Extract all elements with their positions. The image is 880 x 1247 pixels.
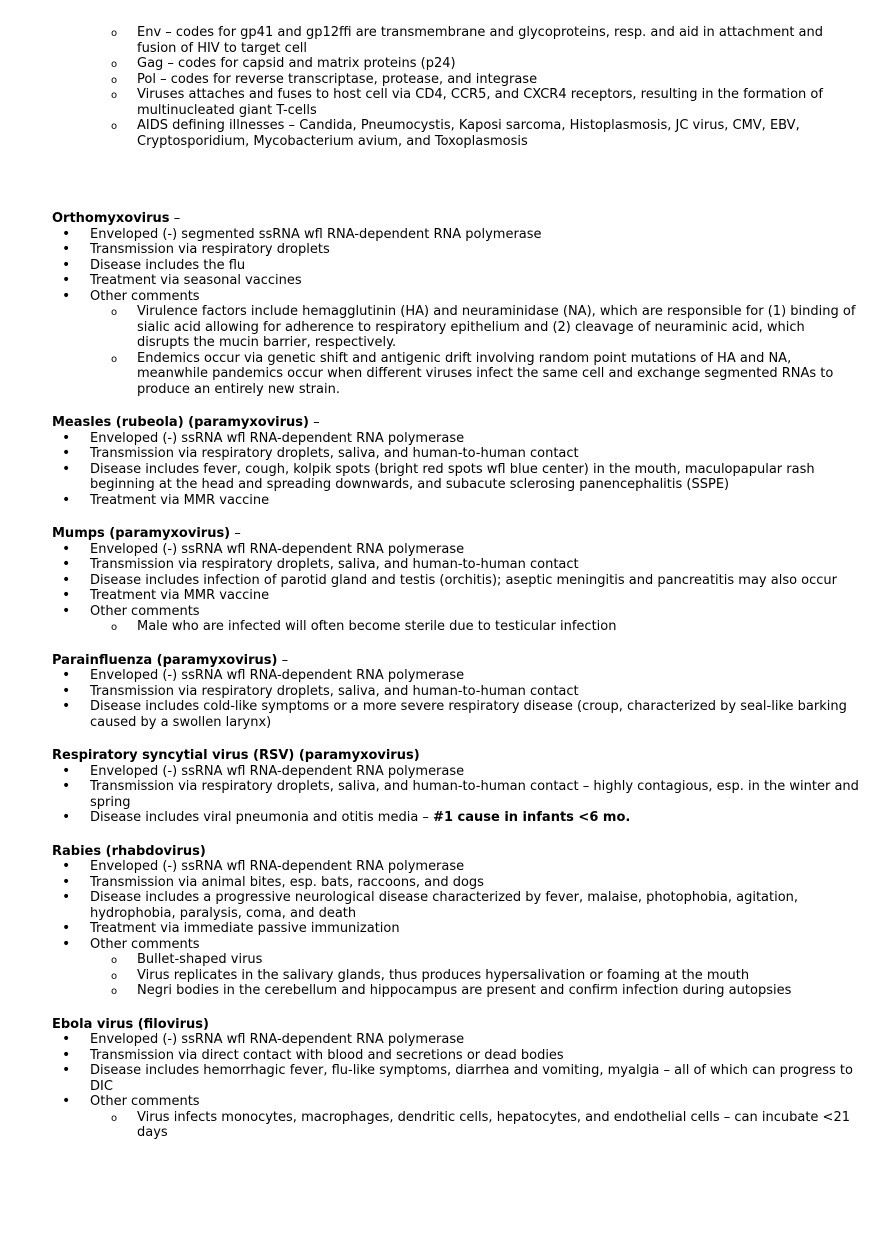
list-item: • Enveloped (-) ssRNA wfl RNA-dependent RNA polymerase xyxy=(52,859,860,875)
sub-item: o Viruses attaches and fuses to host cell via CD4, CCR5, and CXCR4 receptors, resulting in the formation of multinucleated giant T-cells xyxy=(52,87,860,118)
sub-item: o Virulence factors include hemagglutinin (HA) and neuraminidase (NA), which are responsible for (1) binding of sialic acid allowing for adherence to respiratory epithelium and (2) cleavage of neuraminic acid, which disrupts the mucin barrier, respectively. xyxy=(52,304,860,351)
sub-item: o Virus infects monocytes, macrophages, dendritic cells, hepatocytes, and endothelial cells – can incubate <21 days xyxy=(52,1110,860,1141)
bullet-list xyxy=(52,431,860,509)
list-item: • Enveloped (-) ssRNA wfl RNA-dependent RNA polymerase xyxy=(52,668,860,684)
heading-text: Mumps (paramyxovirus) xyxy=(52,526,231,541)
heading-text: Ebola virus (filovirus) xyxy=(52,1016,209,1032)
list-item: • Disease includes infection of parotid gland and testis (orchitis); aseptic meningitis and pancreatitis may also occur xyxy=(52,573,860,589)
section-rabies xyxy=(52,844,860,999)
heading-text: Orthomyxovirus xyxy=(52,211,170,226)
list-item: • Disease includes cold-like symptoms or a more severe respiratory disease (croup, characterized by seal-like barking caused by a swollen larynx) xyxy=(52,699,860,730)
section-mumps xyxy=(52,526,860,635)
sub-item: o Pol – codes for reverse transcriptase, protease, and integrase xyxy=(52,72,860,88)
sub-list xyxy=(52,304,860,397)
sub-item: o AIDS defining illnesses – Candida, Pneumocystis, Kaposi sarcoma, Histoplasmosis, JC virus, CMV, EBV, Cryptosporidium, Mycobacterium avium, and Toxoplasmosis xyxy=(52,118,860,149)
heading-dash: – xyxy=(281,652,289,668)
bullet-list xyxy=(52,542,860,620)
list-item: • Transmission via direct contact with blood and secretions or dead bodies xyxy=(52,1048,860,1064)
sub-list xyxy=(52,25,860,149)
bullet-list xyxy=(52,859,860,952)
sub-item: o Bullet-shaped virus xyxy=(52,952,860,968)
sub-item: o Env – codes for gp41 and gp12ffi are transmembrane and glycoproteins, resp. and aid in attachment and fusion of HIV to target cell xyxy=(52,25,860,56)
sub-item: o Endemics occur via genetic shift and antigenic drift involving random point mutations of HA and NA, meanwhile pandemics occur when different viruses infect the same cell and exchange segmented RNAs to produce an entirely new strain. xyxy=(52,351,860,398)
list-item: • Disease includes a progressive neurological disease characterized by fever, malaise, photophobia, agitation, hydrophobia, paralysis, coma, and death xyxy=(52,890,860,921)
bullet-list xyxy=(52,668,860,730)
section-heading xyxy=(52,653,860,669)
list-item: • Transmission via respiratory droplets, saliva, and human-to-human contact xyxy=(52,684,860,700)
heading-dash: – xyxy=(234,526,241,541)
list-item: • Treatment via seasonal vaccines xyxy=(52,273,860,289)
sub-item: o Virus replicates in the salivary glands, thus produces hypersalivation or foaming at the mouth xyxy=(52,968,860,984)
section-rsv xyxy=(52,748,860,826)
heading-text: Parainfluenza (paramyxovirus) xyxy=(52,652,278,668)
list-item: • Other comments xyxy=(52,1094,860,1110)
heading-text: Measles (rubeola) (paramyxovirus) xyxy=(52,415,309,430)
hiv-continuation xyxy=(52,25,860,149)
heading-text: Respiratory syncytial virus (RSV) (paramyxovirus) xyxy=(52,748,420,763)
heading-dash: – xyxy=(173,211,181,226)
section-orthomyxovirus xyxy=(52,211,860,397)
bullet-list xyxy=(52,227,860,305)
list-item: • Treatment via MMR vaccine xyxy=(52,493,860,509)
section-parainfluenza xyxy=(52,653,860,731)
section-heading xyxy=(52,844,860,860)
heading-dash: – xyxy=(313,415,320,430)
section-measles xyxy=(52,415,860,508)
list-item: • Transmission via respiratory droplets, saliva, and human-to-human contact xyxy=(52,446,860,462)
sub-list xyxy=(52,952,860,999)
list-item: • Enveloped (-) ssRNA wfl RNA-dependent RNA polymerase xyxy=(52,764,860,780)
document-page xyxy=(52,25,860,1141)
sub-item: o Gag – codes for capsid and matrix proteins (p24) xyxy=(52,56,860,72)
section-ebola xyxy=(52,1017,860,1141)
highlight-text: #1 cause in infants <6 mo. xyxy=(433,810,631,825)
list-item: • Transmission via respiratory droplets xyxy=(52,242,860,258)
list-item: • Treatment via immediate passive immunization xyxy=(52,921,860,937)
section-heading xyxy=(52,526,860,542)
list-item: • Other comments xyxy=(52,937,860,953)
list-item: • Other comments xyxy=(52,289,860,305)
sub-item: o Negri bodies in the cerebellum and hippocampus are present and confirm infection during autopsies xyxy=(52,983,860,999)
heading-text: Rabies (rhabdovirus) xyxy=(52,843,206,859)
list-item xyxy=(52,810,860,826)
list-item: • Transmission via animal bites, esp. bats, raccoons, and dogs xyxy=(52,875,860,891)
list-item: • Disease includes hemorrhagic fever, flu-like symptoms, diarrhea and vomiting, myalgia – all of which can progress to DIC xyxy=(52,1063,860,1094)
list-item: • Treatment via MMR vaccine xyxy=(52,588,860,604)
sub-item: o Male who are infected will often become sterile due to testicular infection xyxy=(52,619,860,635)
section-heading xyxy=(52,748,860,764)
list-item: • Enveloped (-) ssRNA wfl RNA-dependent RNA polymerase xyxy=(52,1032,860,1048)
bullet-list xyxy=(52,1032,860,1110)
sub-list xyxy=(52,619,860,635)
list-item: • Disease includes the flu xyxy=(52,258,860,274)
section-heading xyxy=(52,1017,860,1033)
list-item: • Transmission via respiratory droplets, saliva, and human-to-human contact – highly contagious, esp. in the winter and spring xyxy=(52,779,860,810)
section-heading xyxy=(52,415,860,431)
sub-list xyxy=(52,1110,860,1141)
list-item: • Transmission via respiratory droplets, saliva, and human-to-human contact xyxy=(52,557,860,573)
section-heading xyxy=(52,211,860,227)
list-item: • Enveloped (-) segmented ssRNA wfl RNA-dependent RNA polymerase xyxy=(52,227,860,243)
list-item: • Other comments xyxy=(52,604,860,620)
bullet-list xyxy=(52,764,860,826)
list-item: • Disease includes fever, cough, kolpik spots (bright red spots wfl blue center) in the mouth, maculopapular rash beginning at the head and spreading downwards, and subacute sclerosing panencephalitis (SSPE) xyxy=(52,462,860,493)
list-item: • Enveloped (-) ssRNA wfl RNA-dependent RNA polymerase xyxy=(52,431,860,447)
list-item: • Enveloped (-) ssRNA wfl RNA-dependent RNA polymerase xyxy=(52,542,860,558)
list-item-text: Disease includes viral pneumonia and otitis media – xyxy=(90,810,434,825)
